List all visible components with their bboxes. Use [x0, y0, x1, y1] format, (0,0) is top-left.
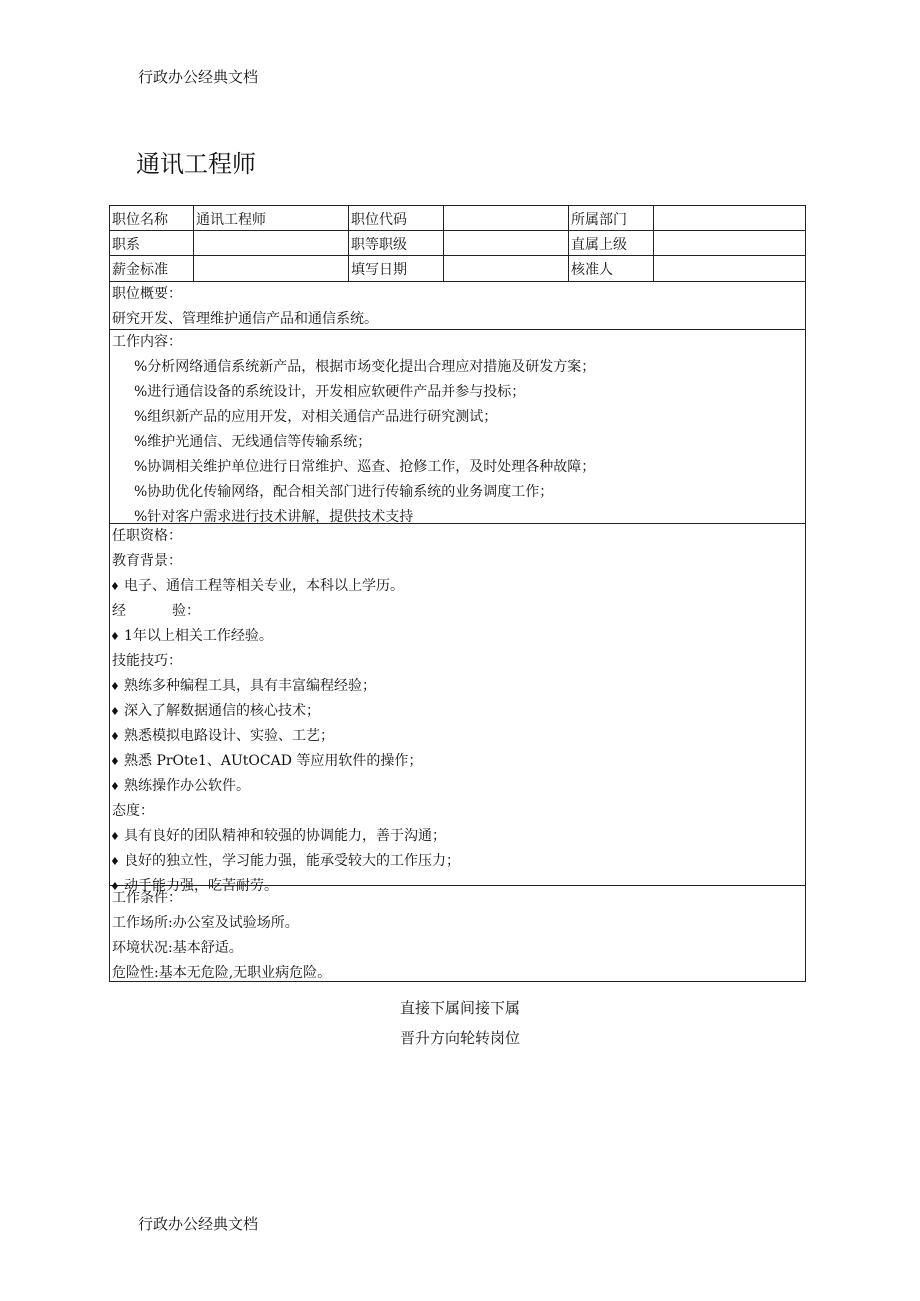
subordinates-line: 直接下属间接下属	[399, 999, 520, 1017]
attitude-label: 态度：	[112, 803, 154, 819]
label-salary: 薪金标准	[110, 256, 194, 281]
value-fill-date	[444, 256, 569, 281]
list-item: ♦ 深入了解数据通信的核心技术；	[110, 699, 805, 724]
qualifications-label: 任职资格：	[112, 528, 182, 544]
list-item: ♦ 良好的独立性，学习能力强，能承受较大的工作压力；	[110, 849, 805, 874]
qualifications-section	[110, 524, 805, 894]
value-supervisor	[654, 231, 805, 255]
diamond-bullet-icon: ♦	[110, 880, 120, 893]
conditions-section	[110, 886, 805, 983]
label-job-family: 职系	[110, 231, 194, 255]
value-salary	[194, 256, 349, 281]
diamond-bullet-icon: ♦	[110, 580, 120, 593]
page-header: 行政办公经典文档	[138, 68, 259, 86]
page-title: 通讯工程师	[136, 150, 256, 178]
list-item: 工作场所:办公室及试验场所。	[112, 915, 299, 931]
diamond-bullet-icon: ♦	[110, 855, 120, 868]
page-footer: 行政办公经典文档	[138, 1215, 259, 1233]
duties-label: 工作内容：	[112, 334, 182, 350]
list-item: ♦ 熟悉模拟电路设计、实验、工艺；	[110, 724, 805, 749]
list-item: %进行通信设备的系统设计，开发相应软硬件产品并参与投标；	[134, 384, 526, 400]
table-row	[110, 231, 805, 256]
overview-label: 职位概要：	[112, 286, 182, 302]
label-position-code: 职位代码	[349, 206, 444, 230]
value-position-code	[444, 206, 569, 230]
overview-section	[110, 282, 805, 330]
value-approver	[654, 256, 805, 281]
education-label: 教育背景：	[112, 553, 182, 569]
list-item: ♦ 具有良好的团队精神和较强的协调能力，善于沟通；	[110, 824, 805, 849]
list-item: ♦ 熟悉 PrOte1、AUtOCAD 等应用软件的操作；	[110, 749, 805, 774]
experience-label: 经 验：	[112, 603, 200, 619]
overview-text: 研究开发、管理维护通信产品和通信系统。	[112, 311, 378, 327]
label-position-name: 职位名称	[110, 206, 194, 230]
label-fill-date: 填写日期	[349, 256, 444, 281]
diamond-bullet-icon: ♦	[110, 630, 120, 643]
list-item: %针对客户需求进行技术讲解，提供技术支持	[134, 509, 414, 525]
diamond-bullet-icon: ♦	[110, 780, 120, 793]
list-item: ♦ 熟练多种编程工具，具有丰富编程经验；	[110, 674, 805, 699]
label-department: 所属部门	[569, 206, 654, 230]
diamond-bullet-icon: ♦	[110, 755, 120, 768]
list-item: ♦ 1年以上相关工作经验。	[110, 624, 805, 649]
diamond-bullet-icon: ♦	[110, 730, 120, 743]
skills-label: 技能技巧：	[112, 653, 182, 669]
label-approver: 核准人	[569, 256, 654, 281]
list-item: %维护光通信、无线通信等传输系统；	[134, 434, 372, 450]
value-job-family	[194, 231, 349, 255]
label-grade: 职等职级	[349, 231, 444, 255]
list-item: %组织新产品的应用开发，对相关通信产品进行研究测试；	[134, 409, 498, 425]
list-item: ♦ 动手能力强，吃苦耐劳。	[110, 874, 805, 899]
promotion-line: 晋升方向轮转岗位	[399, 1029, 520, 1047]
value-position-name: 通讯工程师	[194, 206, 349, 230]
list-item: ♦ 电子、通信工程等相关专业，本科以上学历。	[110, 574, 805, 599]
job-description-table	[109, 205, 806, 982]
list-item: 危险性:基本无危险,无职业病危险。	[112, 965, 332, 981]
list-item: ♦ 熟练操作办公软件。	[110, 774, 805, 799]
conditions-label: 工作条件：	[112, 890, 182, 906]
label-supervisor: 直属上级	[569, 231, 654, 255]
diamond-bullet-icon: ♦	[110, 830, 120, 843]
value-department	[654, 206, 805, 230]
list-item: %协调相关维护单位进行日常维护、巡查、抢修工作，及时处理各种故障；	[134, 459, 596, 475]
value-grade	[444, 231, 569, 255]
table-row	[110, 206, 805, 231]
diamond-bullet-icon: ♦	[110, 705, 120, 718]
table-row	[110, 256, 805, 282]
list-item: 环境状况:基本舒适。	[112, 940, 243, 956]
diamond-bullet-icon: ♦	[110, 680, 120, 693]
list-item: %协助优化传输网络，配合相关部门进行传输系统的业务调度工作；	[134, 484, 554, 500]
duties-section	[110, 330, 805, 524]
list-item: %分析网络通信系统新产品，根据市场变化提出合理应对措施及研发方案；	[134, 359, 596, 375]
